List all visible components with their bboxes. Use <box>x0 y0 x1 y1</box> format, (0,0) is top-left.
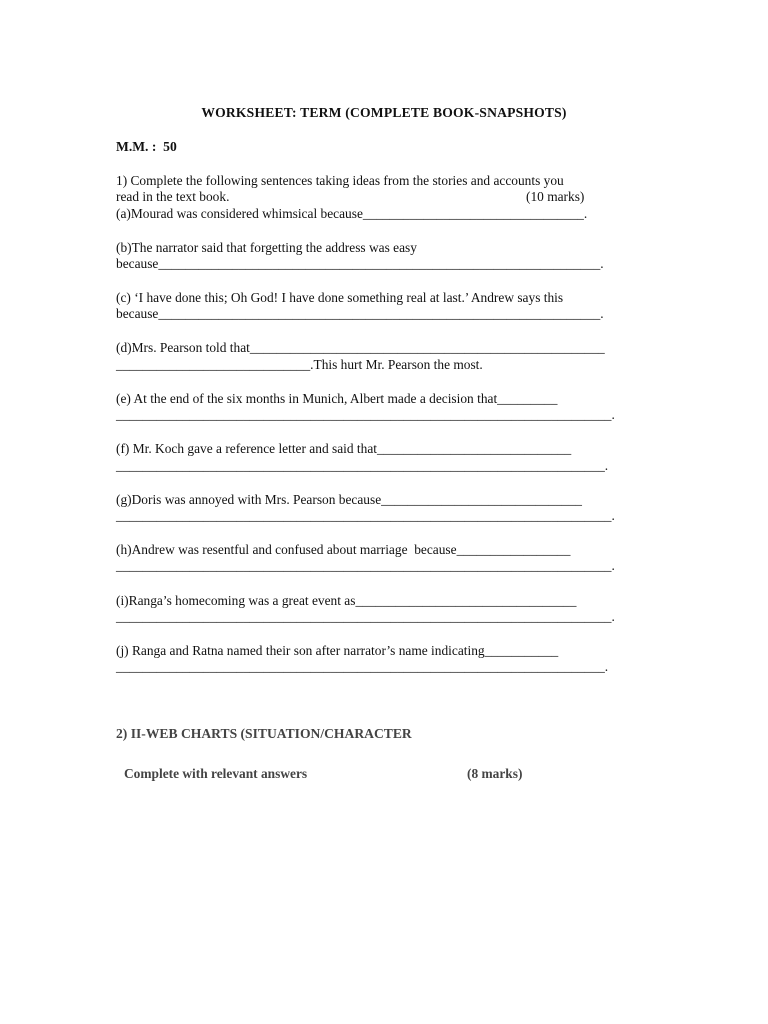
q1-line-h2: __________________________________________________________________________. <box>116 558 615 573</box>
q1-line-f1: (f) Mr. Koch gave a reference letter and said that_____________________________ <box>116 441 572 456</box>
q2-marks: (8 marks) <box>467 766 523 781</box>
q1-line-i2: __________________________________________________________________________. <box>116 609 615 624</box>
q1-line-e2: __________________________________________________________________________. <box>116 407 615 422</box>
q1-line-c2: because__________________________________________________________________. <box>116 306 604 321</box>
max-marks: M.M. : 50 <box>116 139 177 154</box>
q1-line-h1: (h)Andrew was resentful and confused about marriage because_________________ <box>116 542 571 557</box>
q1-line-j1: (j) Ranga and Ratna named their son after narrator’s name indicating___________ <box>116 643 559 658</box>
worksheet-title: WORKSHEET: TERM (COMPLETE BOOK-SNAPSHOTS) <box>201 105 567 120</box>
q1-line-j2: _________________________________________________________________________. <box>116 659 609 674</box>
q1-line-g2: __________________________________________________________________________. <box>116 508 615 523</box>
q1-line-g1: (g)Doris was annoyed with Mrs. Pearson because______________________________ <box>116 492 583 507</box>
q1-line-a: (a)Mourad was considered whimsical because_________________________________. <box>116 206 588 221</box>
q1-line-f2: _________________________________________________________________________. <box>116 458 609 473</box>
q1-line-c1: (c) ‘I have done this; Oh God! I have done something real at last.’ Andrew says this <box>116 290 564 305</box>
q1-line-d1: (d)Mrs. Pearson told that_____________________________________________________ <box>116 340 605 355</box>
q2-heading: 2) II-WEB CHARTS (SITUATION/CHARACTER <box>116 726 412 741</box>
q1-line-d2: _____________________________.This hurt Mr. Pearson the most. <box>116 357 483 372</box>
q1-line-e1: (e) At the end of the six months in Munich, Albert made a decision that_________ <box>116 391 558 406</box>
q1-line-i1: (i)Ranga’s homecoming was a great event as_________________________________ <box>116 593 577 608</box>
q1-intro-line1: 1) Complete the following sentences taking ideas from the stories and accounts you <box>116 173 564 188</box>
q1-intro-line2: read in the text book. <box>116 189 230 204</box>
q2-instruction: Complete with relevant answers <box>124 766 308 781</box>
q1-line-b2: because__________________________________________________________________. <box>116 256 604 271</box>
q1-line-b1: (b)The narrator said that forgetting the address was easy <box>116 240 417 255</box>
q1-marks: (10 marks) <box>526 189 585 204</box>
